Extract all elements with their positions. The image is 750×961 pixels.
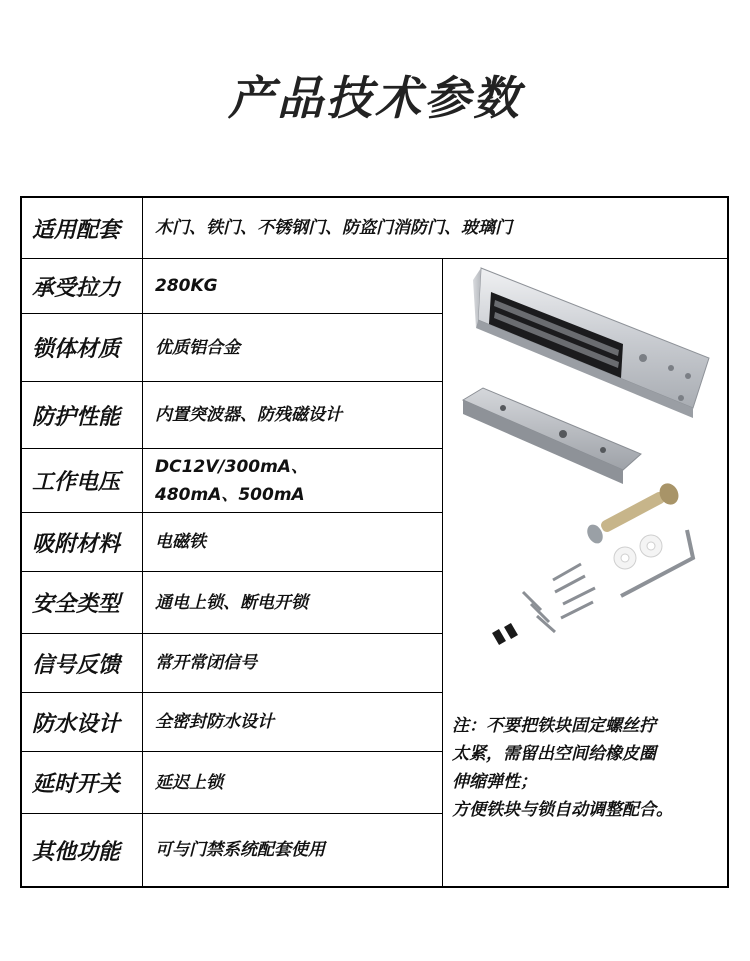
- spec-value-adsorption: 电磁铁: [155, 532, 206, 552]
- note-line-2: 太紧，需留出空间给橡皮圈: [452, 744, 656, 764]
- spec-label-adsorption: 吸附材料: [22, 513, 143, 571]
- spec-label-compatibility: 适用配套: [22, 198, 143, 258]
- installation-note: [452, 712, 724, 824]
- spec-value-other: 可与门禁系统配套使用: [155, 840, 325, 860]
- spec-value-voltage: [143, 449, 441, 512]
- spec-label-delay: 延时开关: [22, 752, 143, 813]
- note-line-3: 伸缩弹性；: [452, 772, 537, 792]
- spec-value-delay: 延迟上锁: [155, 772, 223, 793]
- spec-value-protection: 内置突波器、防残磁设计: [155, 405, 342, 425]
- spec-table: [20, 196, 729, 888]
- note-line-4: 方便铁块与锁自动调整配合。: [452, 800, 673, 820]
- note-line-1: 注：不要把铁块固定螺丝拧: [452, 716, 656, 736]
- spec-value-signal: 常开常闭信号: [155, 653, 257, 673]
- spec-value-safety-type: 通电上锁、断电开锁: [155, 592, 308, 613]
- mounting-screws-photo-icon: [492, 480, 693, 645]
- spec-value-waterproof: 全密封防水设计: [155, 712, 274, 732]
- spec-label-protection: 防护性能: [22, 382, 143, 448]
- spec-label-signal: 信号反馈: [22, 634, 143, 692]
- magnetic-lock-photo-icon: [443, 258, 729, 678]
- spec-label-safety-type: 安全类型: [22, 572, 143, 633]
- spec-value-body-material: 优质铝合金: [155, 337, 240, 358]
- spec-label-body-material: 锁体材质: [22, 314, 143, 381]
- spec-label-holding-force: 承受拉力: [22, 259, 143, 313]
- voltage-line-2: 480mA、500mA: [155, 484, 305, 505]
- spec-value-compatibility: 木门、铁门、不锈钢门、防盗门消防门、玻璃门: [155, 218, 512, 238]
- page-title: 产品技术参数: [228, 71, 522, 125]
- spec-label-waterproof: 防水设计: [22, 693, 143, 751]
- voltage-line-1: DC12V/300mA、: [155, 456, 308, 477]
- spec-label-voltage: 工作电压: [22, 449, 143, 512]
- spec-value-holding-force: 280KG: [155, 276, 218, 296]
- spec-label-other: 其他功能: [22, 814, 143, 886]
